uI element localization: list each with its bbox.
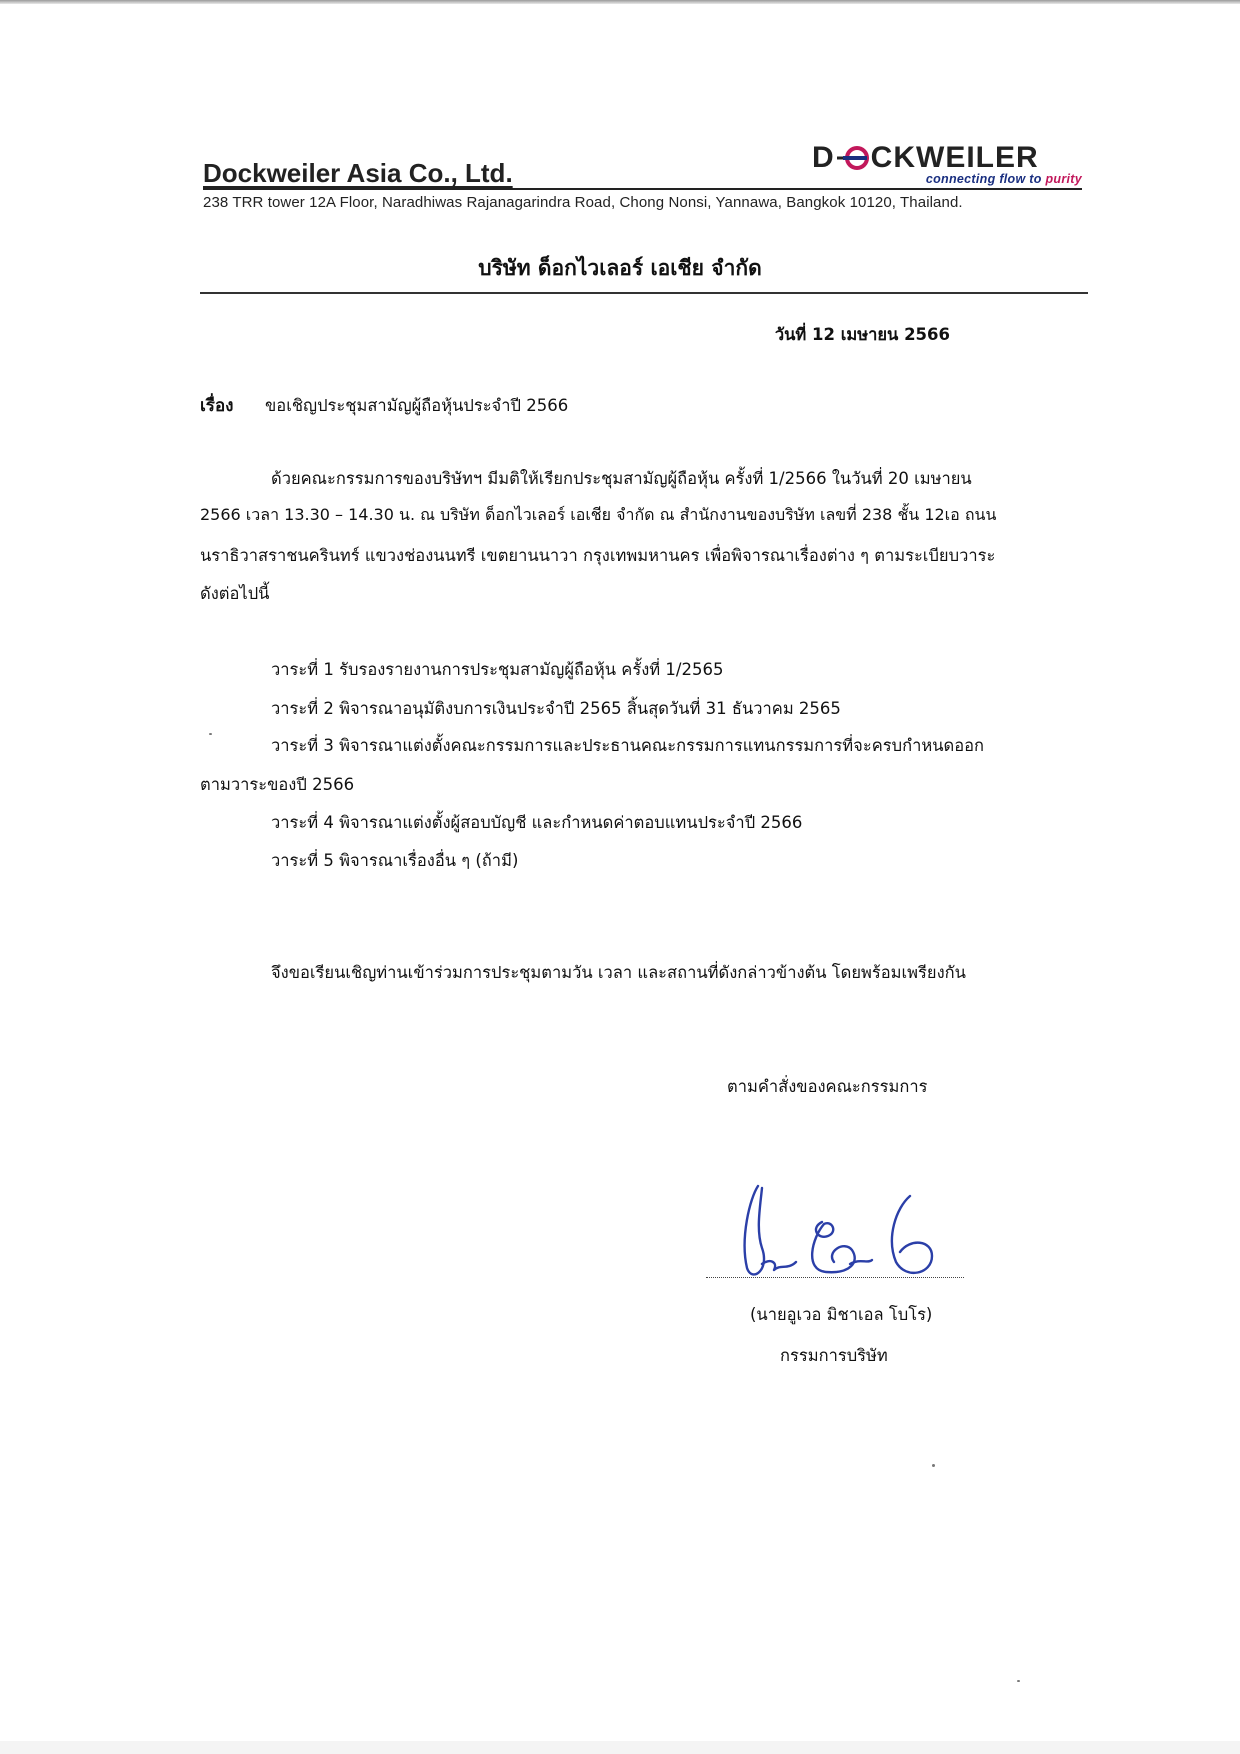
agenda-item: วาระที่ 4 พิจารณาแต่งตั้งผู้สอบบัญชี และกำหนดค่าตอบแทนประจำปี 2566 bbox=[271, 813, 803, 832]
scan-speck bbox=[1017, 1680, 1020, 1682]
agenda-item: วาระที่ 1 รับรองรายงานการประชุมสามัญผู้ถือหุ้น ครั้งที่ 1/2565 bbox=[271, 660, 724, 679]
closing-sentence: จึงขอเรียนเชิญท่านเข้าร่วมการประชุมตามวัน เวลา และสถานที่ดังกล่าวข้างต้น โดยพร้อมเพรียงกัน bbox=[271, 963, 966, 982]
agenda-item: วาระที่ 5 พิจารณาเรื่องอื่น ๆ (ถ้ามี) bbox=[271, 851, 519, 870]
handwritten-signature bbox=[700, 1178, 970, 1288]
agenda-item: วาระที่ 2 พิจารณาอนุมัติงบการเงินประจำปี 2565 สิ้นสุดวันที่ 31 ธันวาคม 2565 bbox=[271, 699, 841, 718]
logo-suffix: CKWEILER bbox=[870, 141, 1039, 174]
logo-wordmark bbox=[812, 141, 1039, 175]
signer-title: กรรมการบริษัท bbox=[780, 1346, 888, 1365]
logo-tagline bbox=[926, 172, 1082, 186]
body-line: นราธิวาสราชนครินทร์ แขวงช่องนนทรี เขตยานนาวา กรุงเทพมหานคร เพื่อพิจารณาเรื่องต่าง ๆ ตามระเบียบวาระ bbox=[200, 546, 996, 565]
by-order-line: ตามคำสั่งของคณะกรรมการ bbox=[727, 1077, 928, 1096]
letter-date: วันที่ 12 เมษายน 2566 bbox=[774, 325, 950, 344]
company-name-th: บริษัท ด็อกไวเลอร์ เอเชีย จำกัด bbox=[478, 256, 762, 280]
title-rule bbox=[200, 292, 1088, 294]
logo-ring-icon bbox=[835, 143, 871, 173]
dockweiler-logo bbox=[812, 141, 1082, 189]
company-address: 238 TRR tower 12A Floor, Naradhiwas Rajanagarindra Road, Chong Nonsi, Yannawa, Bangkok 10120, Thailand. bbox=[203, 194, 963, 211]
agenda-item: วาระที่ 3 พิจารณาแต่งตั้งคณะกรรมการและประธานคณะกรรมการแทนกรรมการที่จะครบกำหนดออก bbox=[271, 736, 985, 755]
company-name-en: Dockweiler Asia Co., Ltd. bbox=[203, 158, 513, 188]
agenda-item-continuation: ตามวาระของปี 2566 bbox=[200, 775, 355, 794]
signature-dotted-line bbox=[706, 1277, 964, 1278]
logo-prefix: D bbox=[812, 141, 835, 174]
scan-speck bbox=[932, 1464, 935, 1467]
tagline-main: connecting flow to bbox=[925, 172, 1046, 186]
subject-text: ขอเชิญประชุมสามัญผู้ถือหุ้นประจำปี 2566 bbox=[265, 396, 569, 415]
scan-edge-bottom bbox=[0, 1741, 1240, 1754]
tagline-accent: purity bbox=[1045, 172, 1082, 186]
scan-edge-top bbox=[0, 0, 1240, 4]
signer-name: (นายอูเวอ มิชาเอล โบโร) bbox=[750, 1305, 933, 1324]
subject-label: เรื่อง bbox=[200, 396, 234, 416]
body-line: ด้วยคณะกรรมการของบริษัทฯ มีมติให้เรียกประชุมสามัญผู้ถือหุ้น ครั้งที่ 1/2566 ในวันที่ 20 เมษายน bbox=[271, 469, 972, 488]
letterhead-rule bbox=[203, 188, 1082, 190]
scan-speck bbox=[209, 733, 212, 735]
body-line: 2566 เวลา 13.30 – 14.30 น. ณ บริษัท ด็อกไวเลอร์ เอเชีย จำกัด ณ สำนักงานของบริษัท เลขที่ 238 ชั้น 12เอ ถนน bbox=[200, 505, 997, 524]
body-line: ดังต่อไปนี้ bbox=[200, 584, 270, 603]
